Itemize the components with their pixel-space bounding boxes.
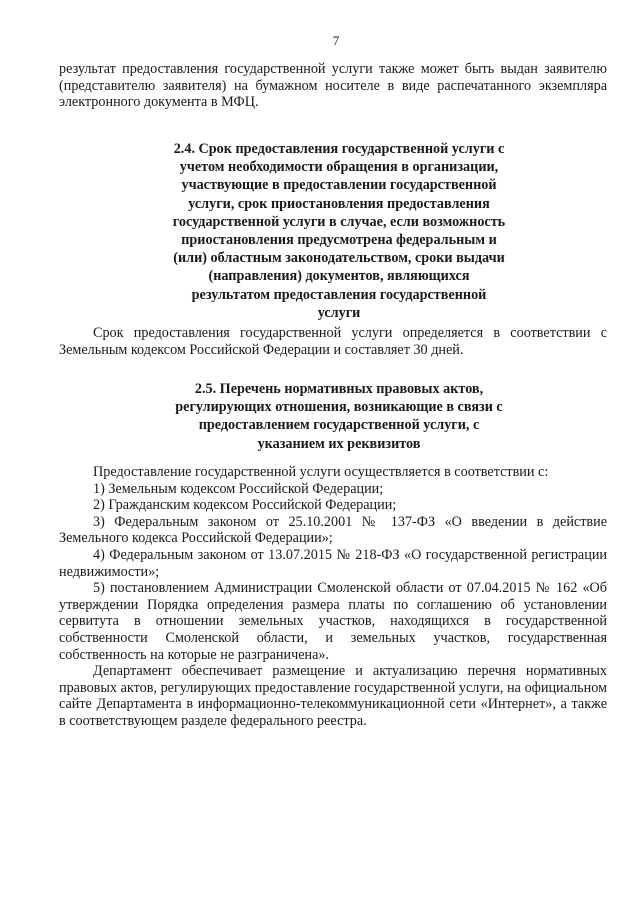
list-item-3 [59,514,607,547]
heading-line: 2.5. Перечень нормативных правовых актов, [194,381,484,397]
heading-line: услуги [317,304,361,321]
heading-line: государственной услуги в случае, если возможность [172,213,506,230]
heading-line: 2.4. Срок предоставления государственной услуги с [173,141,505,157]
list-item-line: государственной собственности Смоленской области, и земельных участков, [59,613,608,646]
intro-line-1: результат предоставления государственной услуги также может быть выдан [59,61,538,77]
heading-line: приостановления предусмотрена федеральным и [181,232,497,249]
heading-line: результатом предоставления государственной [191,286,487,303]
list-item-2 [59,497,607,514]
list-item-1 [59,481,607,498]
list-item-line: 2) Гражданским кодексом Российской Федерации; [93,497,397,514]
list-item-line: «Об утверждении Порядка определения размера платы по соглашению об [59,580,607,613]
heading-line: участвующие в предоставлении государственной [181,177,497,194]
body-line: Срок предоставления государственной услуги определяется в соответствии с [93,325,607,341]
lead-text: Предоставление государственной услуги осуществляется в соответствии с: [93,464,549,480]
list-item-line: установлении сервитута в отношении земельных участков, находящихся в [59,596,607,630]
list-item-line: 5) постановлением Администрации Смоленской области от 07.04.2015 № 162 [93,580,578,597]
list-item-4 [59,547,607,580]
page-number: 7 [332,33,340,48]
body-line: Земельным кодексом Российской Федерации и составляет 30 дней. [59,341,464,358]
list-item-line: регистрации недвижимости»; [59,546,608,580]
heading-line: предоставлением государственной услуги, с [198,417,480,434]
intro-line-3: экземпляра электронного документа в МФЦ. [59,77,607,111]
heading-line: услуги, срок приостановления предоставления [188,195,490,212]
list-item-line: государственная собственность на которые не разграничена». [59,629,607,663]
closing-line: «Интернет», а также в соответствующем разделе федерального реестра. [59,696,608,729]
list-item-line: 1) Земельным кодексом Российской Федерации; [93,480,384,497]
heading-line: (направления) документов, являющихся [208,268,470,285]
closing-line: правовых актов, регулирующих предоставление государственной услуги, на [59,679,521,696]
heading-line: регулирующих отношения, возникающие в связи с [175,399,503,416]
section-2-4-body [59,325,607,358]
section-2-4-heading [59,140,619,322]
heading-line: учетом необходимости обращения в организации, [179,159,499,176]
closing-line: Департамент обеспечивает размещение и актуализацию перечня нормативных [93,663,607,680]
list-item-line: 3) Федеральным законом от 25.10.2001 № 137-ФЗ «О введении в действие [93,513,607,530]
closing-paragraph [59,663,607,729]
list-item-line: 4) Федеральным законом от 13.07.2015 № 218-ФЗ «О государственной [93,546,527,563]
intro-paragraph [59,61,607,111]
intro-line-2: заявителю (представителю заявителя) на бумажном носителе в виде распечатанного [59,61,607,94]
closing-line: официальном сайте Департамента в информационно-телекоммуникационной сети [59,679,608,713]
section-2-5-heading [59,380,619,453]
list-item-line: Земельного кодекса Российской Федерации»; [59,530,333,547]
section-2-5-body [59,464,607,730]
list-item-5 [59,580,607,663]
heading-line: указанием их реквизитов [257,435,421,452]
heading-line: (или) областным законодательством, сроки выдачи [173,250,505,267]
